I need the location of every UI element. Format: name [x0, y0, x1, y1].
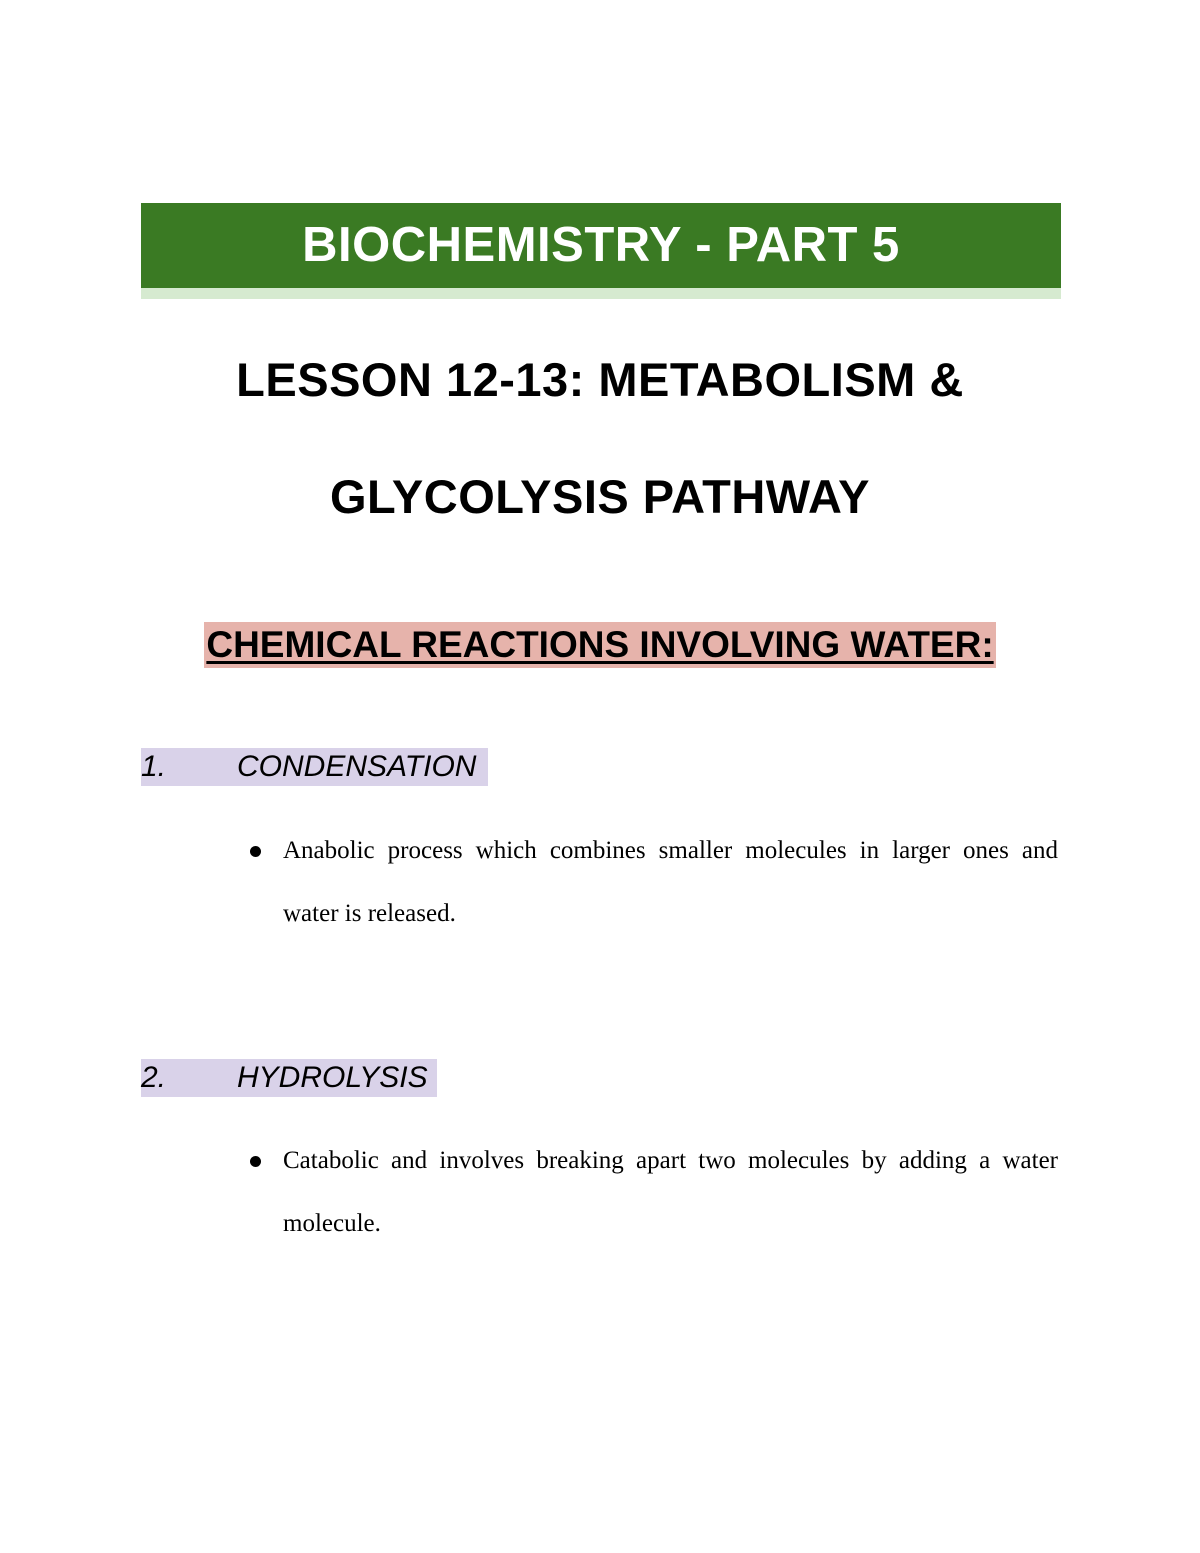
item-heading-hydrolysis	[141, 1059, 437, 1097]
title-banner	[141, 203, 1061, 288]
bullet-icon	[250, 846, 261, 857]
item-heading-condensation	[141, 748, 488, 786]
item-title: HYDROLYSIS	[237, 1061, 428, 1094]
section-heading-container	[0, 622, 1200, 668]
bullet-icon	[250, 1156, 261, 1167]
item-number: 2.	[141, 1061, 167, 1094]
lesson-title-line-2: GLYCOLYSIS PATHWAY	[329, 470, 871, 523]
item-title: CONDENSATION	[237, 750, 477, 783]
banner-underline	[141, 288, 1061, 299]
bullet-text-hydrolysis: Catabolic and involves breaking apart two molecules by adding a water molecule.	[283, 1147, 1058, 1237]
document-title: BIOCHEMISTRY - PART 5	[302, 218, 900, 272]
item-number: 1.	[141, 750, 167, 783]
bullet-text-condensation: Anabolic process which combines smaller molecules in larger ones and water is released.	[283, 837, 1058, 927]
section-heading: CHEMICAL REACTIONS INVOLVING WATER:	[204, 622, 995, 668]
lesson-title-line-1: LESSON 12-13: METABOLISM &	[236, 353, 964, 406]
